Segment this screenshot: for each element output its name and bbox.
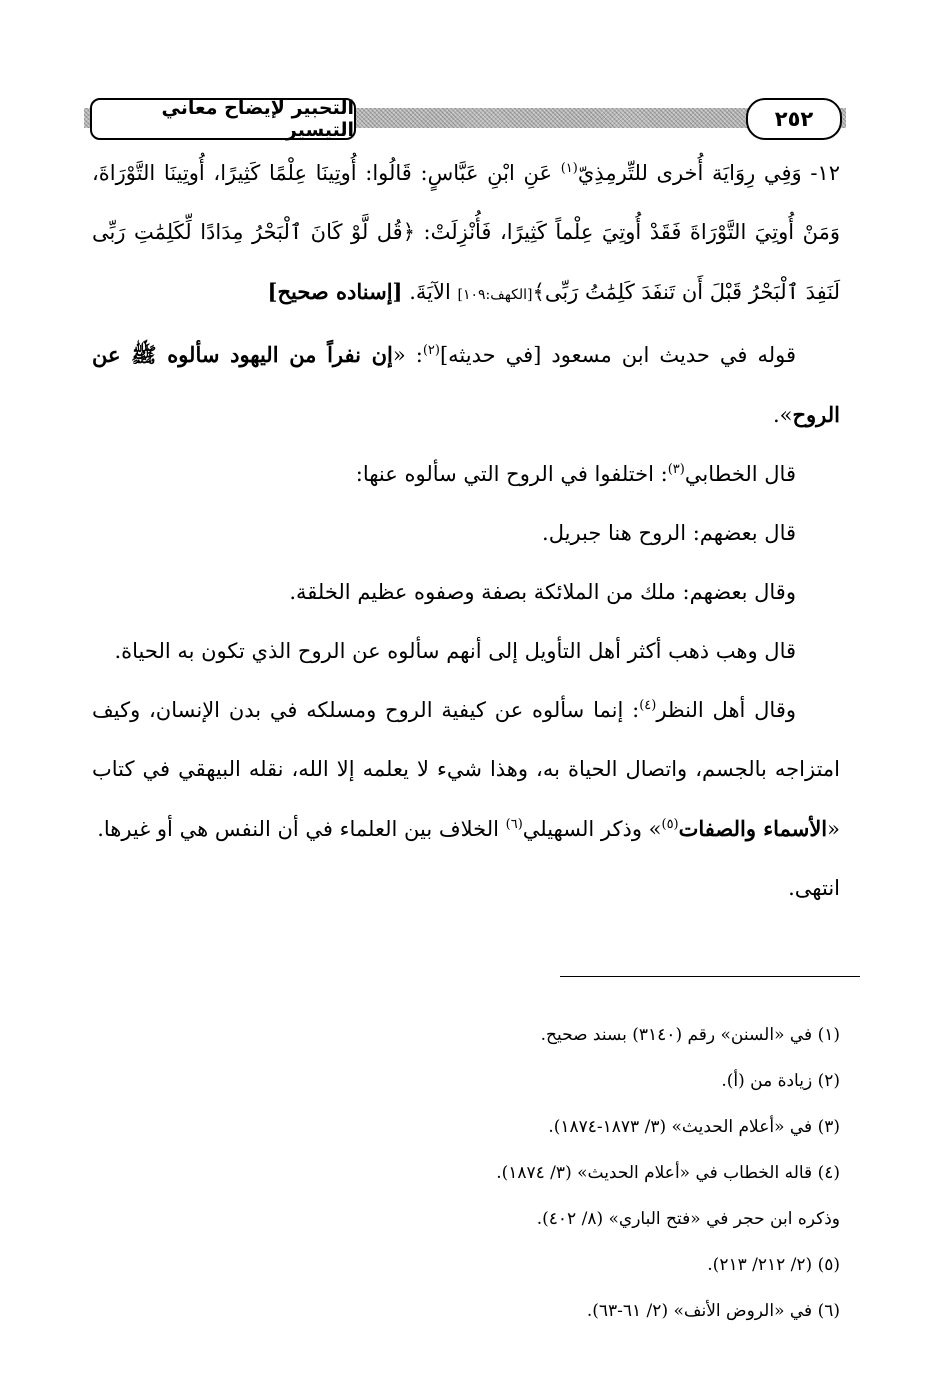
footnotes [92, 1012, 840, 1334]
footnote-separator [560, 976, 860, 977]
book-title: التحبير لإيضاح معاني التيسير [90, 98, 356, 140]
footnote-ref-4[interactable]: (٤) [639, 698, 657, 713]
footnote-ref-1[interactable]: (١) [560, 161, 578, 176]
footnote-2: (٢) زيادة من (أ). [721, 1071, 840, 1091]
paragraph-7: وقال أهل النظر$^{(٤)}$: إنما سألوه عن كيفية الروح ومسلكه في بدن الإنسان، وكيف امتزاجه بالجسم، واتصال الحياة به، وهذا شيء لا يعلمه إلا الله، نقله البيهقي في كتاب «الأسماء والصفات$^{(٥)}$» وذكر السهيلي$^{(٦)}$ الخلاف بين العلماء في أن النفس هي أو غيرها. [92, 698, 840, 841]
footnote-5: (٥) (٢/ ٢١٢/ ٢١٣). [707, 1255, 840, 1275]
paragraph-2: قوله في حديث ابن مسعود [في حديثه]$^{(٢)}$: «إن نفراً من اليهود سألوه ﷺ عن الروح». [92, 342, 840, 427]
main-text [92, 144, 840, 918]
paragraph-3: قال الخطابي$^{(٣)}$: اختلفوا في الروح التي سألوه عنها: [355, 462, 796, 486]
paragraph-4: قال بعضهم: الروح هنا جبريل. [542, 521, 796, 545]
footnote-ref-5[interactable]: (٥) [661, 817, 679, 832]
footnote-ref-2[interactable]: (٢) [422, 343, 440, 358]
footnote-4-continued: وذكره ابن حجر في «فتح الباري» (٨/ ٤٠٢). [536, 1209, 840, 1229]
grade-label: [إسناده صحيح] [267, 279, 403, 304]
footnote-ref-6[interactable]: (٦) [505, 817, 523, 832]
footnote-3: (٣) في «أعلام الحديث» (٣/ ١٨٧٣-١٨٧٤). [548, 1117, 840, 1137]
page-number: ٢٥٢ [746, 98, 842, 140]
running-header [84, 96, 846, 142]
paragraph-6: قال وهب ذهب أكثر أهل التأويل إلى أنهم سألوه عن الروح الذي تكون به الحياة. [114, 639, 796, 663]
footnote-1: (١) في «السنن» رقم (٣١٤٠) بسند صحيح. [540, 1025, 840, 1045]
footnote-ref-3[interactable]: (٣) [667, 462, 685, 477]
ayah-reference: [الكهف:١٠٩] [457, 287, 533, 303]
paragraph-5: وقال بعضهم: ملك من الملائكة بصفة وصفوه عظيم الخلقة. [289, 580, 796, 604]
paragraph-8: انتهى. [788, 876, 840, 900]
footnote-4: (٤) قاله الخطاب في «أعلام الحديث» (٣/ ١٨٧٤). [496, 1163, 840, 1183]
hadith-number: ١٢- [810, 161, 840, 185]
hadith-paragraph: ١٢- وَفِي رِوَايَة أُخرى للتِّرمِذِيّ$^{(١)}$ عَنِ ابْنِ عَبَّاسٍ: قَالُوا: أُوتِينَا عِلْمًا كَثِيرًا، أُوتِينَا التَّوْرَاةَ، وَمَنْ أُوتِيَ التَّوْرَاةَ فَقَدْ أُوتِيَ عِلْماً كَثِيرًا، فَأُنْزِلَتْ: ﴿قُل لَّوْ كَانَ ٱلْبَحْرُ مِدَادًا لِّكَلِمَٰتِ رَبِّى لَنَفِدَ ٱلْبَحْرُ قَبْلَ أَن تَنفَدَ كَلِمَٰتُ رَبِّى﴾[الكهف:١٠٩] الآيَةَ. [إسناده صحيح] [92, 161, 840, 304]
footnote-6: (٦) في «الروض الأنف» (٢/ ٦١-٦٣). [586, 1301, 840, 1321]
